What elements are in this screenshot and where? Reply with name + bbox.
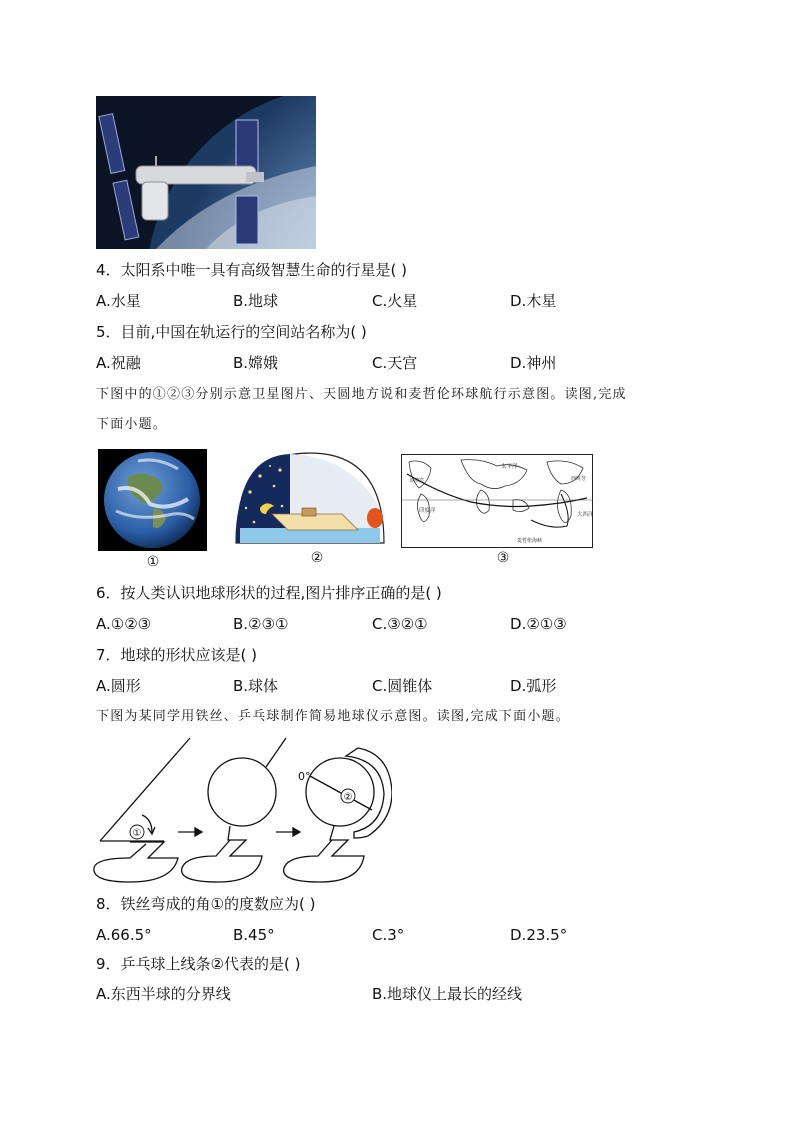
figure-globe-making-diagram xyxy=(92,736,392,886)
q8-option-a: A.66.5° xyxy=(96,926,152,944)
q4-option-c: C.火星 xyxy=(372,292,418,310)
question-9-stem: 9．乒乓球上线条②代表的是( ) xyxy=(96,955,301,973)
q7-option-d: D.弧形 xyxy=(510,677,557,695)
line-label-2: ② xyxy=(343,792,353,803)
q4-option-b: B.地球 xyxy=(233,292,279,310)
q7-option-c: C.圆锥体 xyxy=(372,677,433,695)
map-label-philippines: 菲律宾 xyxy=(409,478,425,484)
map-label-indian-ocean: 印度洋 xyxy=(419,508,436,514)
question-4-stem: 4．太阳系中唯一具有高级智慧生命的行星是( ) xyxy=(96,261,408,279)
q4-option-a: A.水星 xyxy=(96,292,141,310)
intro-text-1-line2: 下面小题。 xyxy=(96,417,168,432)
q8-option-d: D.23.5° xyxy=(510,926,568,944)
q4-option-d: D.木星 xyxy=(510,292,557,310)
figure-magellan-route-map xyxy=(401,454,593,548)
question-8-stem: 8．铁丝弯成的角①的度数应为( ) xyxy=(96,895,316,913)
figure-caption-1: ① xyxy=(146,554,160,570)
intro-text-1-line1: 下图中的①②③分别示意卫星图片、天圆地方说和麦哲伦环球航行示意图。读图,完成 xyxy=(96,387,627,402)
q7-option-b: B.球体 xyxy=(233,677,279,695)
q5-option-c: C.天宫 xyxy=(372,354,418,372)
q8-option-c: C.3° xyxy=(372,926,405,944)
map-label-pacific-ocean: 太平洋 xyxy=(501,464,518,470)
angle-label-1: ① xyxy=(132,828,142,839)
question-7-stem: 7．地球的形状应该是( ) xyxy=(96,646,258,664)
figure-caption-3: ③ xyxy=(496,550,510,566)
map-label-atlantic-ocean: 大西洋 xyxy=(577,512,593,518)
degree-label-zero: 0° xyxy=(298,770,311,783)
q6-option-d: D.②①③ xyxy=(510,615,567,633)
figure-round-sky-square-earth xyxy=(230,448,390,548)
question-6-stem: 6．按人类认识地球形状的过程,图片排序正确的是( ) xyxy=(96,584,442,602)
map-label-spain: 西班牙 xyxy=(571,476,587,482)
q7-option-a: A.圆形 xyxy=(96,677,141,695)
q8-option-b: B.45° xyxy=(233,926,275,944)
intro-text-2: 下图为某同学用铁丝、乒乓球制作简易地球仪示意图。读图,完成下面小题。 xyxy=(96,709,570,724)
q9-option-a: A.东西半球的分界线 xyxy=(96,985,231,1003)
q6-option-a: A.①②③ xyxy=(96,615,152,633)
q6-option-b: B.②③① xyxy=(233,615,289,633)
q5-option-a: A.祝融 xyxy=(96,354,141,372)
q6-option-c: C.③②① xyxy=(372,615,428,633)
q9-option-b: B.地球仪上最长的经线 xyxy=(372,985,523,1003)
map-label-magellan-strait: 麦哲伦海峡 xyxy=(517,538,543,544)
q5-option-b: B.嫦娥 xyxy=(233,354,279,372)
figure-caption-2: ② xyxy=(310,550,324,566)
question-5-stem: 5．目前,中国在轨运行的空间站名称为( ) xyxy=(96,323,367,341)
q5-option-d: D.神州 xyxy=(510,354,557,372)
space-station-photo xyxy=(96,96,316,249)
figure-earth-satellite xyxy=(98,449,207,551)
